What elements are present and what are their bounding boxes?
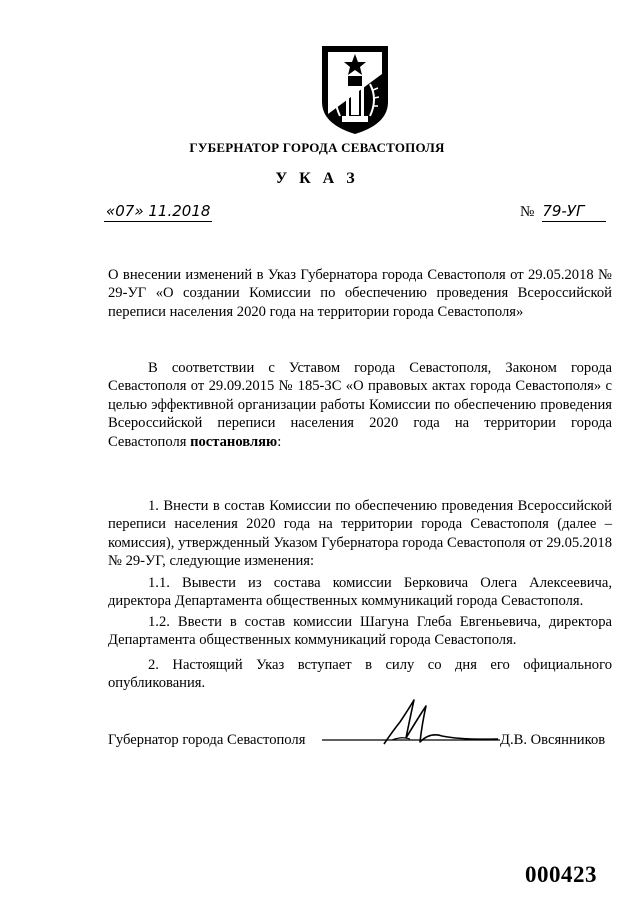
sevastopol-coat-of-arms-icon [318, 44, 392, 136]
preamble-colon: : [277, 433, 282, 450]
decree-subject: О внесении изменений в Указ Губернатора города Севастополя от 29.05.2018 № 29-УГ «О создании Комиссии по обеспечению проведения Всероссийской переписи населения 2020 года на территории города Севастополя» [108, 267, 612, 320]
decree-date [104, 202, 212, 220]
signatory-position: Губернатор города Севастополя [108, 732, 306, 748]
document-serial-number: 000423 [525, 862, 597, 887]
decree-number [520, 202, 612, 221]
number-prefix: № [520, 204, 535, 220]
item-1: 1. Внести в состав Комиссии по обеспечению проведения Всероссийской переписи населения 2020 года на территории города Севастополя (далее – комиссия), утвержденный Указом Губернатора города Севастополя от 29.05.2018 № 29-УГ, следующие изменения: [108, 498, 612, 570]
issuing-authority-title: ГУБЕРНАТОР ГОРОДА СЕВАСТОПОЛЯ [189, 140, 445, 155]
document-type-title: У К А З [275, 170, 359, 187]
item-1-1: 1.1. Вывести из состава комиссии Берковича Олега Алексеевича, директора Департамента общественных коммуникаций города Севастополя. [108, 575, 612, 610]
date-underline [104, 221, 212, 222]
decree-verb: постановляю [190, 433, 278, 450]
number-underline [542, 221, 606, 222]
decree-number-value: 79-УГ [542, 202, 585, 220]
item-2: 2. Настоящий Указ вступает в силу со дня его официального опубликования. [108, 657, 612, 692]
item-1-2: 1.2. Ввести в состав комиссии Шагуна Глеба Евгеньевича, директора Департамента общественных коммуникаций города Севастополя. [108, 614, 612, 649]
decree-date-value: «07» 11.2018 [106, 202, 211, 220]
handwritten-signature [322, 692, 522, 752]
preamble-text: В соответствии с Уставом города Севастополя, Законом города Севастополя от 29.09.2015 № 185-ЗС «О правовых актах города Севастополя» с целью эффективной организации работы Комиссии по обеспечению проведения Всероссийской переписи населения 2020 года на территории города Севастополя [108, 360, 612, 450]
preamble-paragraph [108, 359, 612, 451]
signatory-name: Д.В. Овсянников [500, 732, 606, 748]
